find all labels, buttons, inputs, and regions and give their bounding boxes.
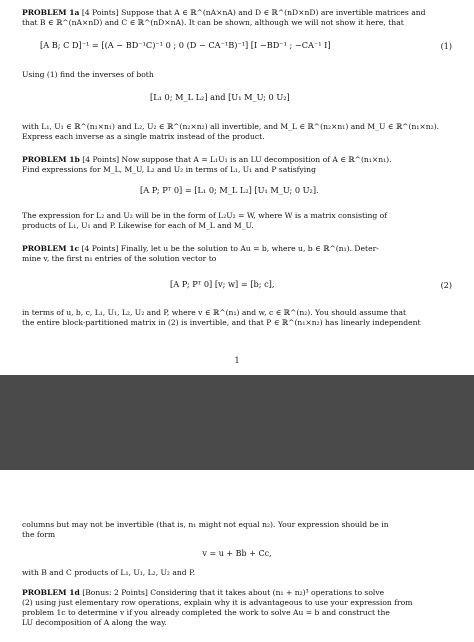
problem-1d-text-line2: (2) using just elementary row operations, explain why it is advantageous to use your expression from bbox=[22, 598, 413, 607]
equation-lu-block: [A P; Pᵀ 0] = [L₁ 0; M_L L₂] [U₁ M_U; 0 U₂]. bbox=[140, 185, 319, 195]
problem-1c-title: PROBLEM 1c bbox=[22, 244, 80, 253]
problem-1a-with-line2: Express each inverse as a single matrix instead of the product. bbox=[22, 132, 265, 141]
problem-1b-expr-line2: products of L₁, U₁ and P. Likewise for each of M_L and M_U. bbox=[22, 221, 254, 230]
problem-1d-points: [Bonus: 2 Points] bbox=[82, 588, 148, 597]
equation-1: [A B; C D]⁻¹ = [(A − BD⁻¹C)⁻¹ 0 ; 0 (D − CA⁻¹B)⁻¹] [I −BD⁻¹ ; −CA⁻¹ I] bbox=[40, 40, 331, 50]
problem-1a-paragraph bbox=[22, 8, 452, 18]
problem-1b-text-line2: Find expressions for M_L, M_U, L₂ and U₂ in terms of L₁, U₁ and P satisfying bbox=[22, 165, 316, 174]
problem-1d-text-line1: Considering that it takes about (n₁ + n₂)³ operations to solve bbox=[150, 588, 385, 597]
problem-1a-title: PROBLEM 1a bbox=[22, 8, 80, 17]
equation-2: [A P; Pᵀ 0] [v; w] = [b; c], bbox=[170, 279, 275, 289]
page-2 bbox=[0, 470, 474, 642]
page-number: 1 bbox=[234, 356, 240, 365]
continuation-line2: the form bbox=[22, 530, 56, 539]
problem-1c-paragraph bbox=[22, 244, 452, 254]
problem-1a-text-line1: Suppose that A ∈ ℝ^(nA×nA) and D ∈ ℝ^(nD×nD) are invertible matrices and bbox=[121, 8, 426, 17]
continuation-line1: columns but may not be invertible (that is, n₁ might not equal n₂). Your expression should be in bbox=[22, 520, 389, 529]
equation-both-matrices: [L₁ 0; M_L L₂] and [U₁ M_U; 0 U₂] bbox=[150, 92, 290, 102]
problem-1d-paragraph bbox=[22, 588, 452, 598]
page-gap bbox=[0, 375, 474, 470]
problem-1b-text-line1: Now suppose that A = L₁U₁ is an LU decomposition of A ∈ ℝ^(n₁×n₁). bbox=[121, 155, 392, 164]
problem-1c-text-line1: Finally, let u be the solution to Au = b, where u, b ∈ ℝ^(n₁). Deter- bbox=[120, 244, 379, 253]
problem-1b-expr-line1: The expression for L₂ and U₂ will be in the form of L₂U₂ = W, where W is a matrix consisting of bbox=[22, 211, 388, 220]
problem-1c-points: [4 Points] bbox=[81, 244, 119, 253]
problem-1d-title: PROBLEM 1d bbox=[22, 588, 80, 597]
problem-1a-with-line1: with L₁, U₁ ∈ ℝ^(n₁×n₁) and L₂, U₂ ∈ ℝ^(n₂×n₂) all invertible, and M_L ∈ ℝ^(n₂×n₁) and M_U ∈ ℝ^(n₁×n₂). bbox=[22, 122, 440, 131]
problem-1a-using: Using (1) find the inverses of both bbox=[22, 70, 154, 79]
problem-1c-text-line2: mine v, the first n₁ entries of the solution vector to bbox=[22, 254, 217, 263]
continuation-line3: with B and C products of L₁, U₁, L₂, U₂ and P. bbox=[22, 568, 196, 577]
problem-1b-paragraph bbox=[22, 155, 452, 165]
equation-1-number: (1) bbox=[440, 42, 452, 51]
problem-1a-text-line2: that B ∈ ℝ^(nA×nD) and C ∈ ℝ^(nD×nA). It can be shown, although we will not show it here, that bbox=[22, 18, 404, 27]
problem-1a-points: [4 Points] bbox=[81, 8, 119, 17]
problem-1d-text-line3: problem 1c to determine v if you already completed the work to solve Au = b and construct the bbox=[22, 608, 390, 617]
problem-1b-title: PROBLEM 1b bbox=[22, 155, 80, 164]
problem-1c-terms-line1: in terms of u, b, c, L₁, U₁, L₂, U₂ and P, where v ∈ ℝ^(n₁) and w, c ∈ ℝ^(n₂). You should assume that bbox=[22, 308, 407, 317]
equation-2-number: (2) bbox=[440, 281, 452, 290]
problem-1d-text-line4: LU decomposition of A along the way. bbox=[22, 618, 167, 627]
problem-1b-points: [4 Points] bbox=[82, 155, 120, 164]
equation-form: v = u + Bb + Cc, bbox=[202, 549, 272, 558]
problem-1c-terms-line2: the entire block-partitioned matrix in (2) is invertible, and that P ∈ ℝ^(n₁×n₂) has linearly independent bbox=[22, 318, 421, 327]
